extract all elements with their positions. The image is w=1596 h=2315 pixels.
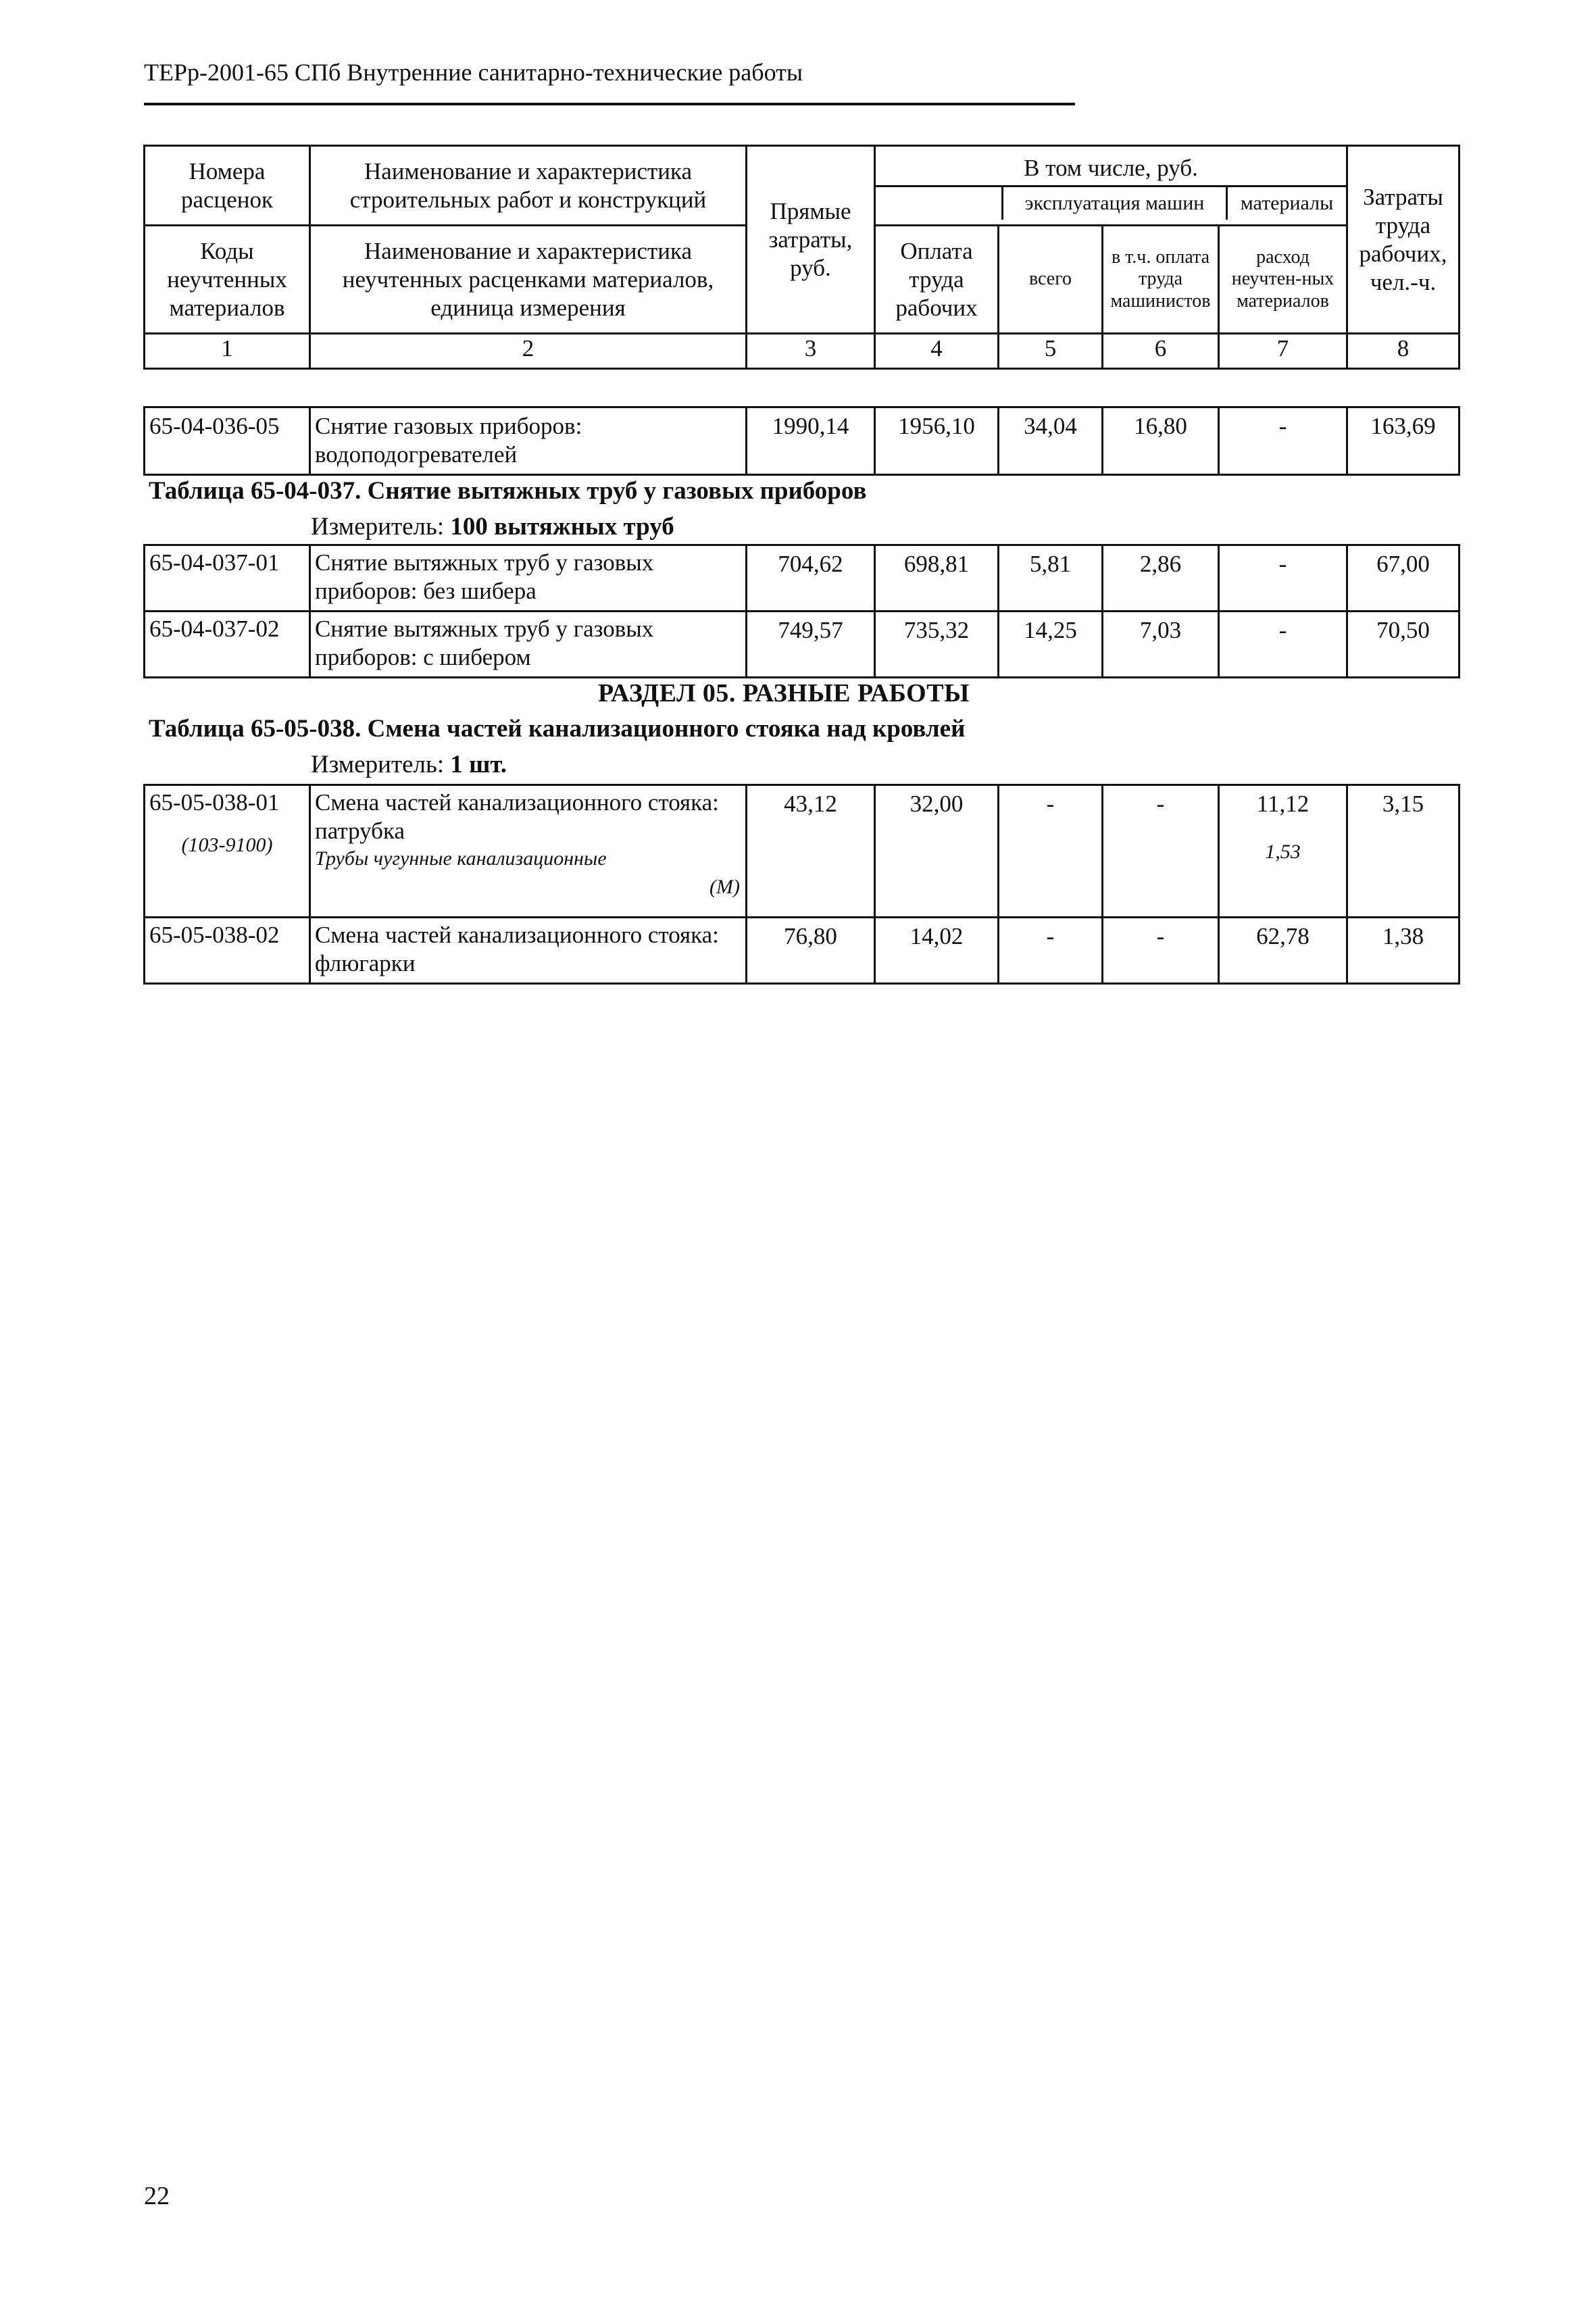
col-header-unaccounted-materials: расход неучтен-ных материалов — [1219, 226, 1347, 334]
col-header-materials-group: материалы — [1240, 192, 1334, 214]
material-code: (103-9100) — [181, 834, 273, 856]
rate-name-cell — [310, 785, 747, 918]
labor-pay: 32,00 — [875, 785, 999, 918]
unit-label: Измеритель: — [311, 751, 451, 778]
materials-cell — [1219, 785, 1347, 918]
table-row — [145, 612, 1460, 678]
col-header-machines-total: всего — [999, 226, 1103, 334]
col-header-material-codes: Коды неучтенных материалов — [145, 226, 310, 334]
labor-pay: 698,81 — [875, 545, 999, 612]
rate-name: Снятие газовых приборов: водоподогревателей — [310, 407, 747, 475]
direct-costs: 1990,14 — [747, 407, 875, 475]
col-header-labor-pay: Оплата труда рабочих — [875, 226, 999, 334]
col-header-name: Наименование и характеристика строительных работ и конструкций — [310, 146, 747, 226]
col-number: 4 — [875, 334, 999, 369]
rate-name: Смена частей канализационного стояка: патрубка — [315, 789, 719, 844]
rate-code-cell — [145, 785, 310, 918]
section-title: РАЗДЕЛ 05. РАЗНЫЕ РАБОТЫ — [598, 679, 970, 707]
direct-costs: 749,57 — [747, 612, 875, 678]
operators-pay: - — [1103, 785, 1219, 918]
operators-pay: 16,80 — [1103, 407, 1219, 475]
page-number: 22 — [144, 2182, 170, 2210]
col-header-machines: эксплуатация машин — [1001, 187, 1228, 220]
unit-value: 1 шт. — [450, 751, 507, 778]
rate-name: Снятие вытяжных труб у газовых приборов: без шибера — [310, 545, 747, 612]
rate-code: 65-05-038-01 — [149, 789, 280, 816]
materials-cost: - — [1219, 612, 1347, 678]
rate-name: Смена частей канализационного стояка: флюгарки — [310, 918, 747, 984]
including-group-title: В том числе, руб. — [876, 151, 1346, 187]
direct-costs: 43,12 — [747, 785, 875, 918]
table-038-unit — [311, 750, 507, 779]
col-header-operators-pay: в т.ч. оплата труда машинистов — [1103, 226, 1219, 334]
table-row — [145, 545, 1460, 612]
rate-name: Снятие вытяжных труб у газовых приборов: с шибером — [310, 612, 747, 678]
col-header-including-group — [875, 146, 1347, 226]
labor-pay: 14,02 — [875, 918, 999, 984]
materials-cost: - — [1219, 407, 1347, 475]
col-header-codes: Номера расценок — [145, 146, 310, 226]
unit-value: 100 вытяжных труб — [450, 513, 674, 541]
col-number: 6 — [1103, 334, 1219, 369]
header-rule — [144, 103, 1075, 105]
material-amount: 1,53 — [1265, 841, 1301, 863]
col-header-direct-costs: Прямые затраты, руб. — [747, 146, 875, 334]
machines-total: 14,25 — [999, 612, 1103, 678]
operators-pay: - — [1103, 918, 1219, 984]
rate-code: 65-04-036-05 — [145, 407, 310, 475]
direct-costs: 76,80 — [747, 918, 875, 984]
rate-code: 65-05-038-02 — [145, 918, 310, 984]
operators-pay: 7,03 — [1103, 612, 1219, 678]
subheader-row — [876, 187, 1346, 220]
table-65-04-036 — [143, 406, 1460, 476]
material-name: Трубы чугунные канализационные — [315, 847, 607, 870]
materials-cost: 11,12 — [1256, 791, 1310, 817]
material-unit: (М) — [709, 876, 740, 898]
table-037-unit — [311, 512, 674, 541]
materials-cost: 62,78 — [1219, 918, 1347, 984]
col-header-material-names: Наименование и характеристика неучтенных расценками материалов, единица измерения — [310, 226, 747, 334]
operators-pay: 2,86 — [1103, 545, 1219, 612]
table-038-caption: Таблица 65-05-038. Смена частей канализационного стояка над кровлей — [149, 715, 966, 743]
labor-hours: 3,15 — [1347, 785, 1460, 918]
table-65-04-037 — [143, 544, 1460, 678]
col-number: 7 — [1219, 334, 1347, 369]
table-row — [145, 407, 1460, 475]
col-number: 5 — [999, 334, 1103, 369]
running-header: ТЕРр-2001-65 СПб Внутренние санитарно-технические работы — [144, 59, 803, 86]
col-number: 1 — [145, 334, 310, 369]
unit-label: Измеритель: — [311, 513, 451, 541]
labor-hours: 1,38 — [1347, 918, 1460, 984]
col-number: 8 — [1347, 334, 1460, 369]
labor-hours: 70,50 — [1347, 612, 1460, 678]
table-037-caption: Таблица 65-04-037. Снятие вытяжных труб у газовых приборов — [149, 477, 867, 505]
machines-total: - — [999, 918, 1103, 984]
column-header-table — [143, 145, 1460, 370]
labor-pay: 735,32 — [875, 612, 999, 678]
machines-total: - — [999, 785, 1103, 918]
table-65-05-038 — [143, 784, 1460, 985]
table-row — [145, 785, 1460, 918]
labor-pay: 1956,10 — [875, 407, 999, 475]
rate-code: 65-04-037-02 — [145, 612, 310, 678]
col-number: 3 — [747, 334, 875, 369]
col-header-labor-hours: Затраты труда рабочих, чел.-ч. — [1347, 146, 1460, 334]
materials-cost: - — [1219, 545, 1347, 612]
table-row — [145, 918, 1460, 984]
machines-total: 34,04 — [999, 407, 1103, 475]
labor-hours: 163,69 — [1347, 407, 1460, 475]
col-number: 2 — [310, 334, 747, 369]
labor-hours: 67,00 — [1347, 545, 1460, 612]
machines-total: 5,81 — [999, 545, 1103, 612]
rate-code: 65-04-037-01 — [145, 545, 310, 612]
direct-costs: 704,62 — [747, 545, 875, 612]
